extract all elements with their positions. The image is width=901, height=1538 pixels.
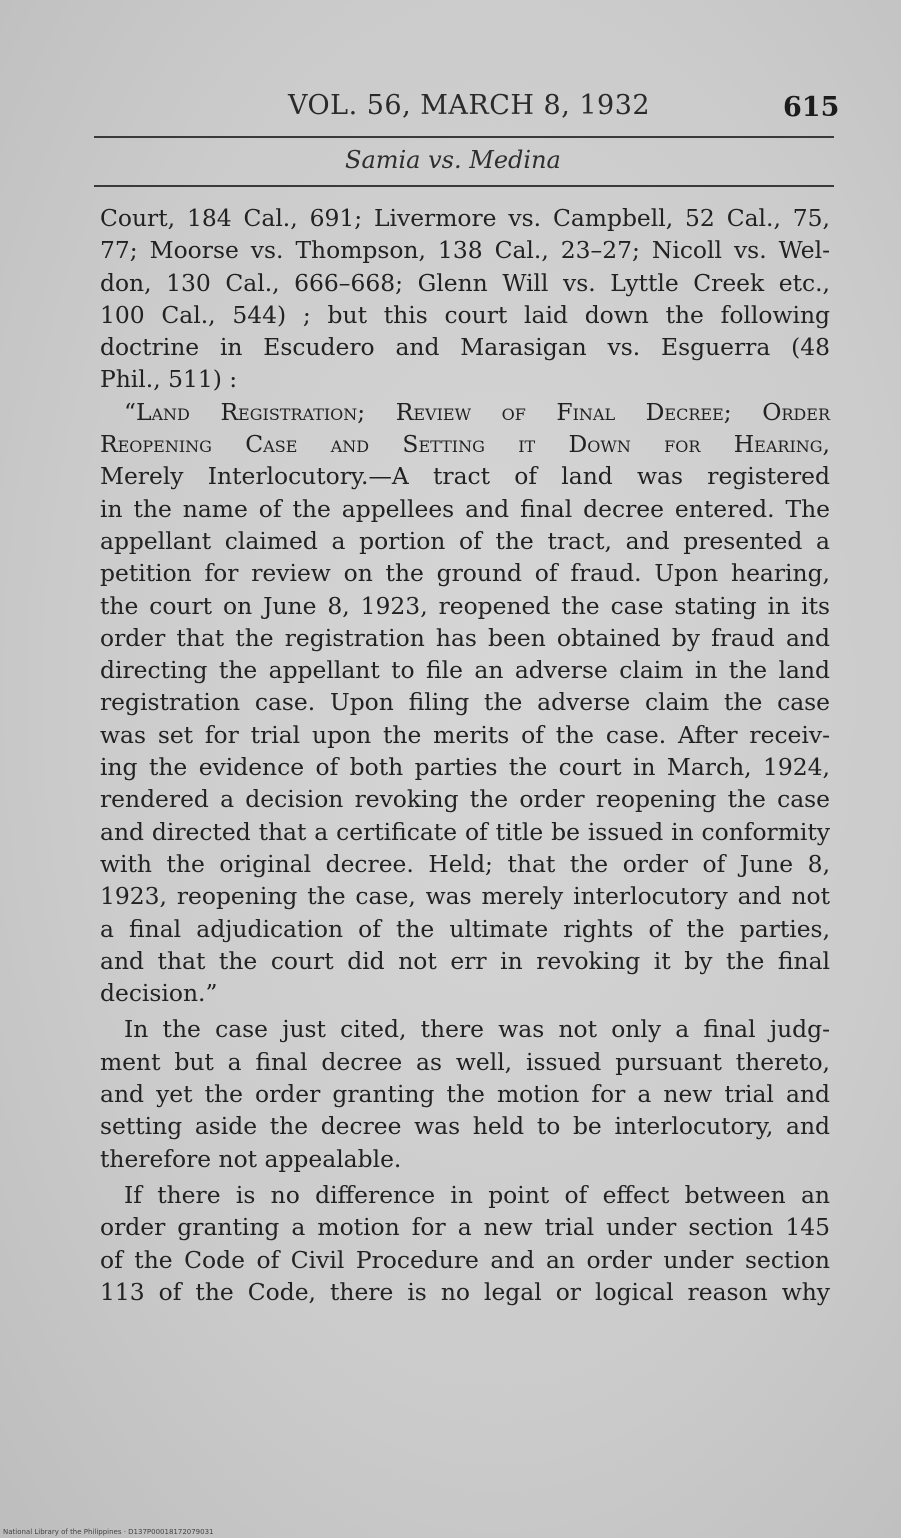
text-line: Phil., 511) :: [100, 365, 238, 394]
paragraph-4: [100, 1179, 830, 1308]
text-line: petition for review on the ground of fraud. Upon hearing,: [100, 559, 830, 588]
body-text: [100, 202, 830, 1308]
text-line: the court on June 8, 1923, reopened the case stating in its: [100, 591, 830, 620]
text-line: and that the court did not err in revoking it by the final: [100, 946, 830, 975]
text-line: directing the appellant to file an adverse claim in the land: [100, 656, 830, 685]
text-line: Court, 184 Cal., 691; Livermore vs. Campbell, 52 Cal., 75,: [100, 204, 830, 232]
paragraph-3: [100, 1013, 830, 1174]
text-line: of the Code of Civil Procedure and an order under section: [100, 1245, 830, 1274]
text-line: “Land Registration; Review of Final Decree; Order: [124, 397, 830, 426]
paragraph-2-quotation: [100, 396, 830, 1010]
running-head: VOL. 56, MARCH 8, 1932: [288, 90, 651, 121]
text-line: rendered a decision revoking the order reopening the case: [100, 785, 830, 814]
text-line: 1923, reopening the case, was merely interlocutory and not: [100, 882, 830, 911]
header-rule-bottom: [94, 185, 834, 187]
text-line: don, 130 Cal., 666–668; Glenn Will vs. Lyttle Creek etc.,: [100, 268, 830, 297]
text-line: 77; Moorse vs. Thompson, 138 Cal., 23–27; Nicoll vs. Wel-: [100, 236, 830, 265]
text-line: in the name of the appellees and final decree entered. The: [100, 494, 830, 523]
text-line: and directed that a certificate of title be issued in conformity: [100, 817, 830, 846]
scan-footer-note: National Library of the Philippines · D137P00018172079031: [3, 1528, 214, 1536]
text-line: Merely Interlocutory.—A tract of land was registered: [100, 462, 830, 491]
text-line: registration case. Upon filing the adverse claim the case: [100, 688, 830, 717]
text-line: If there is no difference in point of effect between an: [124, 1180, 830, 1209]
text-line: order granting a motion for a new trial under section 145: [100, 1213, 830, 1242]
text-line: In the case just cited, there was not only a final judg-: [124, 1015, 830, 1044]
header-rule-top: [94, 136, 834, 138]
page-number: 615: [783, 92, 840, 123]
text-line: 100 Cal., 544) ; but this court laid down the following: [100, 300, 830, 329]
text-line: 113 of the Code, there is no legal or logical reason why: [100, 1277, 830, 1306]
text-line: ing the evidence of both parties the court in March, 1924,: [100, 753, 830, 782]
case-title: Samia vs. Medina: [345, 146, 561, 174]
text-line: a final adjudication of the ultimate rights of the parties,: [100, 914, 830, 943]
paragraph-1: [100, 202, 830, 396]
text-line: with the original decree. Held; that the order of June 8,: [100, 849, 830, 878]
text-line: and yet the order granting the motion for a new trial and: [100, 1080, 830, 1109]
text-line: was set for trial upon the merits of the case. After receiv-: [100, 720, 830, 749]
text-line: therefore not appealable.: [100, 1144, 402, 1173]
text-line: Reopening Case and Setting it Down for Hearing,: [100, 430, 830, 459]
text-line: order that the registration has been obtained by fraud and: [100, 623, 830, 652]
text-line: ment but a final decree as well, issued pursuant thereto,: [100, 1047, 830, 1076]
text-line: setting aside the decree was held to be interlocutory, and: [100, 1112, 830, 1141]
text-line: doctrine in Escudero and Marasigan vs. Esguerra (48: [100, 333, 830, 362]
text-line: appellant claimed a portion of the tract, and presented a: [100, 526, 830, 555]
text-line: decision.”: [100, 979, 218, 1008]
